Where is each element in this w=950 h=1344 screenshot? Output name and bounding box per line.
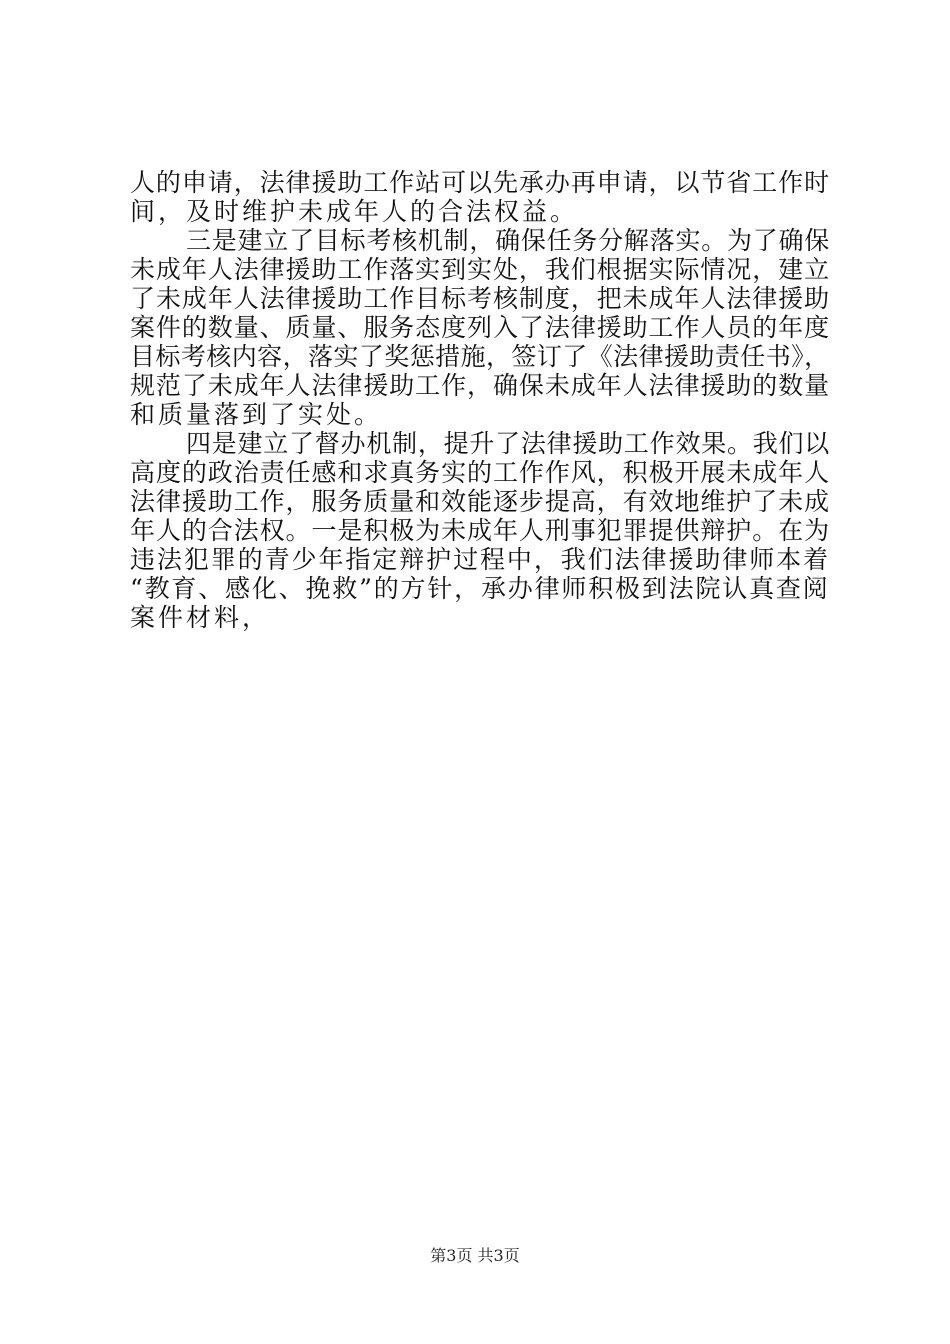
text-line: 未成年人法律援助工作落实到实处，我们根据实际情况，建立 xyxy=(130,255,831,284)
text-line: 了未成年人法律援助工作目标考核制度，把未成年人法律援助 xyxy=(130,284,831,313)
document-body xyxy=(130,168,830,632)
text-line: 人的申请，法律援助工作站可以先承办再申请，以节省工作时 xyxy=(130,168,831,197)
text-line: 间，及时维护未成年人的合法权益。 xyxy=(130,197,579,226)
paragraph-first-line: 四是建立了督办机制，提升了法律援助工作效果。我们以 xyxy=(186,429,831,458)
text-line: 目标考核内容，落实了奖惩措施，签订了《法律援助责任书》， xyxy=(130,342,830,371)
text-line: “教育、感化、挽救”的方针，承办律师积极到法院认真查阅 xyxy=(130,574,830,603)
text-line: 年人的合法权。一是积极为未成年人刑事犯罪提供辩护。在为 xyxy=(130,516,831,545)
text-line: 案件材料， xyxy=(130,603,271,632)
page-number-footer: 第3页 共3页 xyxy=(430,1246,520,1265)
text-line: 高度的政治责任感和求真务实的工作作风，积极开展未成年人 xyxy=(130,458,831,487)
text-line: 案件的数量、质量、服务态度列入了法律援助工作人员的年度 xyxy=(130,313,831,342)
text-line: 法律援助工作，服务质量和效能逐步提高，有效地维护了未成 xyxy=(130,487,831,516)
text-line: 规范了未成年人法律援助工作，确保未成年人法律援助的数量 xyxy=(130,371,831,400)
text-line: 和质量落到了实处。 xyxy=(130,400,383,429)
text-line: 违法犯罪的青少年指定辩护过程中，我们法律援助律师本着 xyxy=(130,545,831,574)
paragraph-first-line: 三是建立了目标考核机制，确保任务分解落实。为了确保 xyxy=(186,226,831,255)
